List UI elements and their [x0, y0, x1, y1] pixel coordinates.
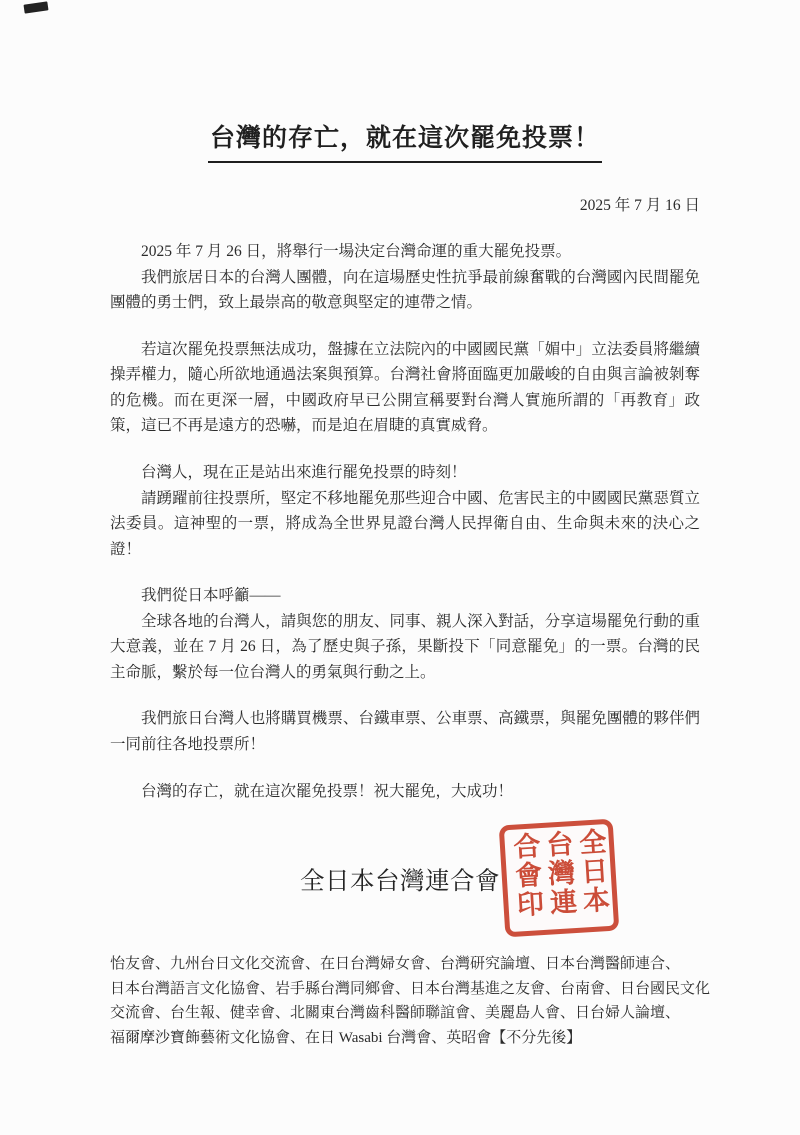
signature-organization: 全日本台灣連合會	[300, 868, 500, 896]
paragraph-appeal-from-japan: 我們從日本呼籲——	[141, 587, 281, 605]
paragraph-global-taiwanese: 全球各地的台灣人，請與您的朋友、同事、親人深入對話，分享這場罷免行動的重大意義，並在 7 月 26 日，為了歷史與子孫，果斷投下「同意罷免」的一票。台灣的民主命脈，繫於每一位台灣人的勇氣與行動之上。	[110, 612, 700, 681]
seal-script-text: 全日本台灣連合會印	[508, 827, 610, 920]
letter-date: 2025 年 7 月 16 日	[579, 197, 700, 214]
paragraph-warning: 若這次罷免投票無法成功，盤據在立法院內的中國國民黨「媚中」立法委員將繼續操弄權力，隨心所欲地通過法案與預算。台灣社會將面臨更加嚴峻的自由與言論被剝奪的危機。而在更深一層，中國政府早已公開宣稱要對台灣人實施所謂的「再教育」政策，這已不再是遠方的恐嚇，而是迫在眉睫的真實威脅。	[110, 340, 700, 435]
red-seal-stamp	[499, 819, 620, 938]
letter-body	[110, 239, 700, 804]
paragraph-tickets: 我們旅日台灣人也將購買機票、台鐵車票、公車票、高鐵票，與罷免團體的夥伴們一同前往各地投票所！	[110, 710, 700, 753]
paragraph-vote-appeal: 請踴躍前往投票所，堅定不移地罷免那些迎合中國、危害民主的中國國民黨惡質立法委員。這神聖的一票，將成為全世界見證台灣人民捍衛自由、生命與未來的決心之證！	[110, 489, 700, 558]
member-organizations-list	[110, 952, 711, 1050]
letter-content	[110, 0, 711, 1050]
scan-staple-mark	[23, 1, 48, 13]
org-list-line: 日本台灣語言文化協會、岩手縣台灣同鄉會、日本台灣基進之友會、台南會、日台國民文化	[110, 980, 711, 997]
title-row	[110, 0, 700, 163]
org-list-line: 交流會、台生報、健幸會、北關東台灣齒科醫師聯誼會、美麗島人會、日台婦人論壇、	[110, 1005, 681, 1022]
org-list-line: 怡友會、九州台日文化交流會、在日台灣婦女會、台灣研究論壇、日本台灣醫師連合、	[110, 956, 681, 973]
paragraph-call-to-stand: 台灣人，現在正是站出來進行罷免投票的時刻！	[141, 463, 467, 481]
paragraph-tribute: 我們旅居日本的台灣人團體，向在這場歷史性抗爭最前線奮戰的台灣國內民間罷免團體的勇士們，致上最崇高的敬意與堅定的連帶之情。	[110, 268, 700, 312]
signature-row	[110, 822, 700, 944]
page-title: 台灣的存亡，就在這次罷免投票！	[208, 118, 602, 163]
org-list-line: 福爾摩沙寶飾藝術文化協會、在日 Wasabi 台灣會、英昭會【不分先後】	[110, 1029, 582, 1046]
paragraph-announcement: 2025 年 7 月 26 日，將舉行一場決定台灣命運的重大罷免投票。	[141, 243, 572, 260]
paragraph-closing-slogan: 台灣的存亡，就在這次罷免投票！祝大罷免，大成功！	[141, 782, 514, 800]
